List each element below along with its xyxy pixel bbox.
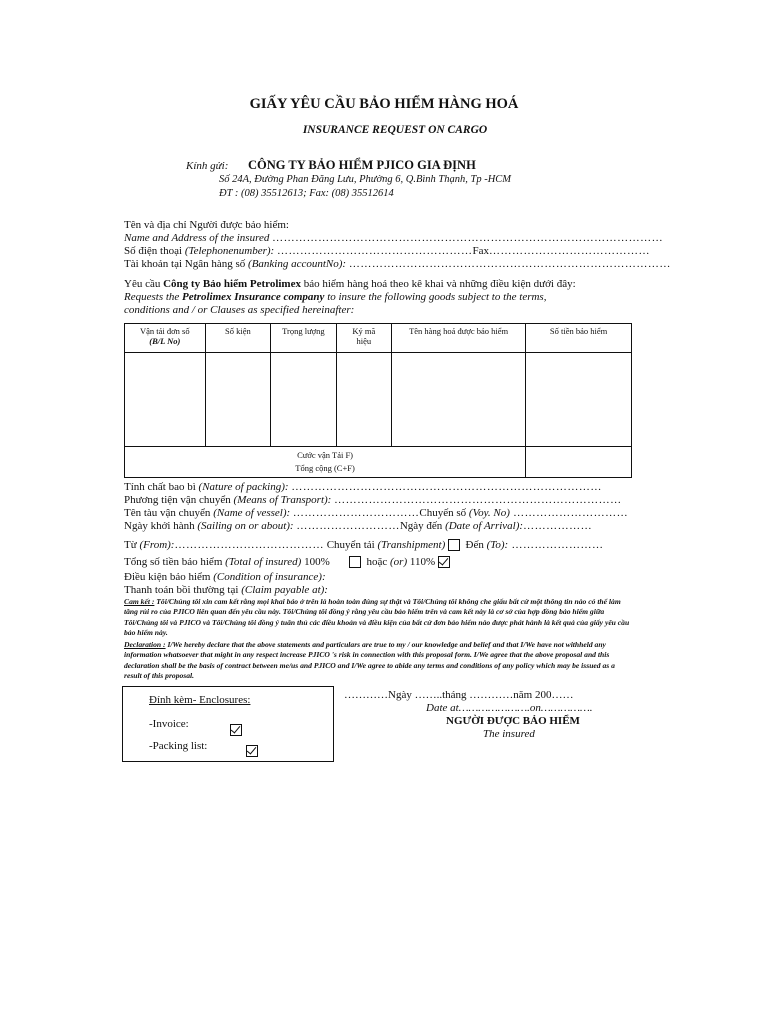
packing-list-checkbox[interactable] [246, 745, 258, 757]
insured-name-field[interactable] [124, 232, 663, 244]
transport-label-en: (Means of Transport): [233, 494, 332, 506]
cell-sum-insured[interactable] [526, 353, 632, 447]
request-vi-post: bảo hiểm hàng hoá theo kê khai và những điều kiện dưới đây: [300, 278, 576, 290]
dotted-line: ……………… [523, 520, 593, 532]
to-label-en: (To): [486, 539, 509, 551]
claim-label-vi: Thanh toán bồi thường tại [124, 584, 239, 596]
declaration-text: I/We hereby declare that the above statements and particulars are true to my / our knowledge and belief and that I/We have not withheld any information whatsoever that might in any respect increase PJICO 's risk in connection with this proposal form. I/We agree that the above proposal and this declaration shall be the basis of contract between me/us and PJICO and I/We agree to abide any terms and conditions of any policy which may be issued as a result of this proposal. [124, 640, 615, 681]
totals-labels [125, 447, 526, 478]
dotted-line: ………………………………………………………………………… [348, 258, 671, 270]
sailing-label-vi: Ngày khởi hành [124, 520, 195, 532]
dotted-line: …………………………… [292, 507, 420, 519]
declaration-paragraph [124, 640, 634, 682]
condition-label-vi: Điều kiện bảo hiểm [124, 571, 211, 583]
to-label-vi: Đến [465, 539, 484, 551]
request-en-post: to insure the following goods subject to the terms, [324, 291, 547, 303]
company-phone-fax: ĐT : (08) 35512613; Fax: (08) 35512614 [219, 188, 394, 199]
insured-name-label-vi: Tên và địa chỉ Người được bảo hiểm: [124, 219, 289, 231]
route-field[interactable] [124, 539, 603, 551]
packing-label-vi: Tính chất bao bì [124, 481, 196, 493]
total-insured-label-vi: Tổng số tiền bảo hiểm [124, 556, 223, 568]
pct100-label: 100% [304, 556, 330, 568]
company-address: Số 24A, Đường Phan Đăng Lưu, Phường 6, Q.Bình Thạnh, Tp -HCM [219, 174, 512, 185]
cell-goods-name[interactable] [392, 353, 526, 447]
freight-label: Cước vận Tải F) [297, 450, 354, 460]
cell-weight[interactable] [271, 353, 337, 447]
sailing-label-en: (Sailing on or about): [197, 520, 294, 532]
signature-date-vi: …………Ngày ……..tháng …………năm 200…… [344, 689, 574, 701]
arrival-label-vi: Ngày đến [399, 520, 443, 532]
request-en [124, 291, 546, 303]
request-en-line2: conditions and / or Clauses as specified hereinafter: [124, 304, 355, 316]
signature-subtitle: The insured [483, 728, 535, 740]
enclosures-box [122, 686, 334, 762]
claim-field[interactable] [124, 584, 328, 596]
dotted-line: …………………………………… [488, 245, 650, 257]
vessel-label-vi: Tên tàu vận chuyển [124, 507, 211, 519]
transshipment-checkbox[interactable] [448, 539, 460, 551]
table-header-row [125, 324, 632, 353]
request-vi-pre: Yêu cầu [124, 278, 164, 290]
dotted-line: …………………… [508, 539, 604, 551]
pct110-checkbox[interactable] [438, 556, 450, 568]
bank-label-en: (Banking accountNo): [248, 258, 347, 270]
insured-name-label-en: Name and Address of the insured [124, 232, 270, 244]
invoice-label: -Invoice: [149, 718, 189, 730]
transport-field[interactable] [124, 494, 622, 506]
transship-label-en: (Transhipment) [377, 539, 446, 551]
goods-table [124, 323, 632, 478]
or-label-en: (or) [390, 556, 408, 568]
pct110-label: 110% [409, 556, 436, 568]
request-vi [124, 278, 576, 290]
commitment-label: Cam kết : [124, 597, 155, 606]
total-insured-label-en: (Total of insured) [225, 556, 302, 568]
company-name: CÔNG TY BẢO HIỂM PJICO GIA ĐỊNH [248, 158, 476, 172]
total-insured-field[interactable] [124, 556, 450, 568]
bank-field[interactable] [124, 258, 671, 270]
declaration-label: Declaration : [124, 640, 166, 649]
from-label-en: (From): [139, 539, 175, 551]
document-subtitle: INSURANCE REQUEST ON CARGO [302, 124, 488, 136]
fax-label: Fax [472, 245, 489, 257]
or-label-vi: hoặc [366, 556, 388, 568]
transship-label-vi: Chuyển tải [326, 539, 375, 551]
phone-field[interactable] [124, 245, 650, 257]
col-packages: Số kiện [205, 324, 271, 353]
dotted-line: ………………………………………………………………… [334, 494, 622, 506]
cell-total-amount[interactable] [526, 447, 632, 478]
bank-label-vi: Tài khoản tại Ngân hàng số [124, 258, 246, 270]
commitment-text: Tôi/Chúng tôi xin cam kết rằng mọi khai báo ở trên là hoàn toàn đúng sự thật và Tôi/Chúng tôi không che giấu bất cứ một thông tin nào có thể làm tăng rủi ro của PJICO liên quan đến yêu cầu này. Tôi/Chúng tôi đồng ý rằng yêu cầu bảo hiểm trên và cam kết này là cơ sở của hợp đồng bảo hiểm giữa Tôi/Chúng tôi và PJICO và Tôi/Chúng tôi đồng ý tuân thủ các điều khoản và điều kiện của bất cứ đơn bảo hiểm nào được phát hành là kết quả của giấy yêu cầu bảo hiểm này. [124, 597, 630, 638]
sailing-field[interactable] [124, 520, 592, 532]
request-en-company: Petrolimex Insurance company [182, 291, 325, 303]
to-label: Kính gửi: [186, 160, 229, 172]
col-goods-name: Tên hàng hoá được bảo hiểm [392, 324, 526, 353]
signature-title: NGƯỜI ĐƯỢC BẢO HIỂM [446, 715, 580, 727]
transport-label-vi: Phương tiện vận chuyển [124, 494, 231, 506]
arrival-label-en: (Date of Arrival): [445, 520, 524, 532]
condition-field[interactable] [124, 571, 326, 583]
claim-label-en: (Claim payable at): [241, 584, 328, 596]
packing-list-label: -Packing list: [149, 740, 208, 752]
vessel-field[interactable] [124, 507, 628, 519]
dotted-line: ……………………… [296, 520, 400, 532]
request-vi-company: Công ty Bảo hiểm Petrolimex [163, 278, 301, 290]
signature-date-en: Date at………………….on……………. [426, 702, 593, 714]
phone-label-en: (Telephonenumber): [184, 245, 275, 257]
col-weight: Trọng lượng [271, 324, 337, 353]
commitment-paragraph [124, 597, 634, 639]
cell-packages[interactable] [205, 353, 271, 447]
col-bl-no: Vận tải đơn số (B/L No) [125, 324, 206, 353]
request-en-pre: Requests the [124, 291, 183, 303]
col-marks: Ký mã hiệu [336, 324, 391, 353]
packing-label-en: (Nature of packing): [198, 481, 289, 493]
table-totals-row [125, 447, 632, 478]
dotted-line: …………………………………………… [276, 245, 473, 257]
packing-field[interactable] [124, 481, 602, 493]
pct100-checkbox[interactable] [349, 556, 361, 568]
phone-label-vi: Số điện thoại [124, 245, 183, 257]
condition-label-en: (Condition of insurance): [213, 571, 326, 583]
voyage-label-en: (Voy. No) [468, 507, 510, 519]
dotted-line: ………………………………… [174, 539, 324, 551]
table-row [125, 353, 632, 447]
vessel-label-en: (Name of vessel): [213, 507, 291, 519]
from-label-vi: Từ [124, 539, 137, 551]
document-title: GIẤY YÊU CẦU BẢO HIỂM HÀNG HOÁ [249, 96, 519, 112]
col-sum-insured: Số tiền bảo hiểm [526, 324, 632, 353]
total-label: Tổng cộng (C+F) [295, 463, 355, 473]
dotted-line: ……………………………………………………………………… [291, 481, 602, 493]
voyage-label-vi: Chuyến số [419, 507, 467, 519]
dotted-line: ………………………………………………………………………………………… [272, 232, 664, 244]
dotted-line: ………………………… [509, 507, 629, 519]
cell-bl-no[interactable] [125, 353, 206, 447]
enclosures-title: Đính kèm- Enclosures: [149, 694, 251, 706]
cell-marks[interactable] [336, 353, 391, 447]
invoice-checkbox[interactable] [230, 724, 242, 736]
